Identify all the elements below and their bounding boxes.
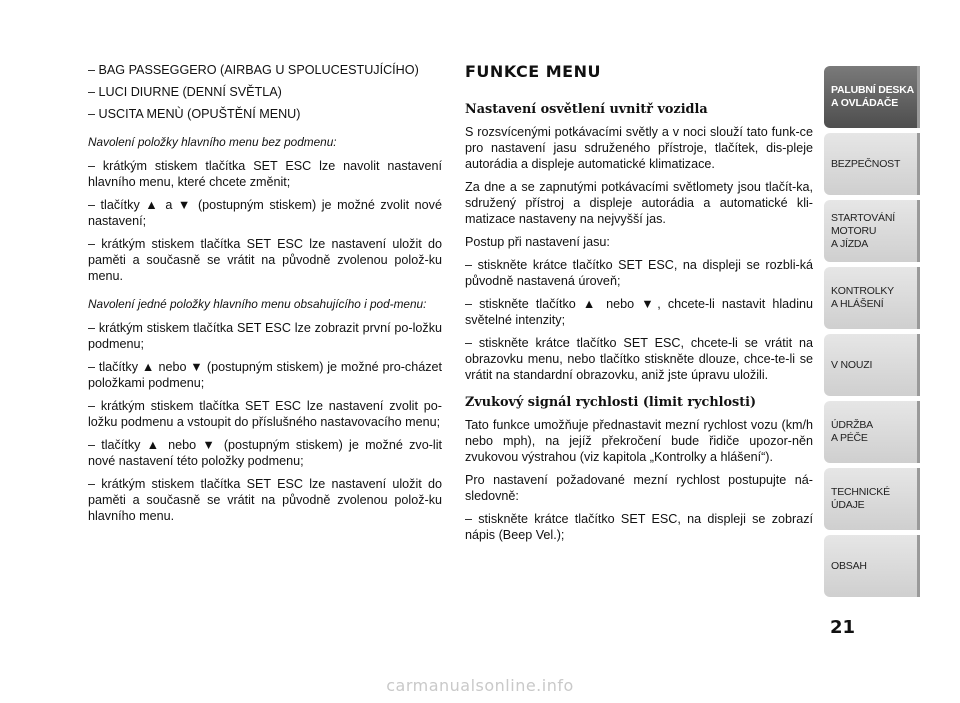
subsection-title: Zvukový signál rychlosti (limit rychlosti)	[465, 395, 757, 410]
instruction-item: – tlačítky ▲ a ▼ (postupným stiskem) je možné zvolit nové nastavení;	[88, 198, 442, 228]
paragraph: – stiskněte tlačítko ▲ nebo ▼, chcete-li nastavit hladinu světelné intenzity;	[465, 297, 813, 327]
paragraph: Tato funkce umožňuje přednastavit mezní rychlost vozu (km/h nebo mph), na jejíž překročení bude řidiče upozor-něn zvukovou výstrahou (viz kapitola „Kontrolky a hlášení“).	[465, 418, 813, 464]
instruction-item: – krátkým stiskem tlačítka SET ESC lze navolit nastavení hlavního menu, které chcete změnit;	[88, 159, 442, 189]
instruction-item: – krátkým stiskem tlačítka SET ESC lze nastavení uložit do paměti a současně se vrátit na původně zvolenou polož-ku hlavního menu.	[88, 477, 442, 523]
menu-item-text: – LUCI DIURNE (DENNÍ SVĚTLA)	[88, 85, 282, 99]
tab-bezpecnost[interactable]: BEZPEČNOST	[824, 133, 920, 195]
page-title: FUNKCE MENU	[465, 62, 601, 81]
tab-technicke-udaje[interactable]: TECHNICKÉ ÚDAJE	[824, 468, 920, 530]
left-column	[88, 62, 442, 531]
instruction-item: – krátkým stiskem tlačítka SET ESC lze nastavení zvolit po-ložku podmenu a vstoupit do příslušného nastavovacího menu;	[88, 399, 442, 429]
menu-item-text: – BAG PASSEGGERO (AIRBAG U SPOLUCESTUJÍCÍHO)	[88, 63, 419, 77]
instruction-item: – krátkým stiskem tlačítka SET ESC lze zobrazit první po-ložku podmenu;	[88, 321, 442, 351]
paragraph: Pro nastavení požadované mezní rychlost postupujte ná-sledovně:	[465, 473, 813, 503]
tab-udrzba[interactable]: ÚDRŽBA A PÉČE	[824, 401, 920, 463]
paragraph: – stiskněte krátce tlačítko SET ESC, chcete-li se vrátit na obrazovku menu, nebo tlačítko stiskněte dlouze, chce-te-li se vrátit na standardní obrazovku, aniž jste úpravu uložili.	[465, 336, 813, 382]
chapter-tabs	[824, 66, 920, 602]
watermark: carmanualsonline.info	[386, 676, 574, 695]
instruction-item: – tlačítky ▲ nebo ▼ (postupným stiskem) je možné pro-cházet položkami podmenu;	[88, 360, 442, 390]
paragraph: Postup při nastavení jasu:	[465, 235, 610, 249]
tab-v-nouzi[interactable]: V NOUZI	[824, 334, 920, 396]
instruction-item: – krátkým stiskem tlačítka SET ESC lze nastavení uložit do paměti a současně se vrátit na původně zvolenou polož-ku menu.	[88, 237, 442, 283]
tab-obsah[interactable]: OBSAH	[824, 535, 920, 597]
tab-palubni-deska[interactable]: PALUBNÍ DESKA A OVLÁDAČE	[824, 66, 920, 128]
paragraph: Za dne a se zapnutými potkávacími světlomety jsou tlačít-ka, sdružený přístroj a displeje autorádia a automatické kli-matizace nastaveny na nejvyšší jas.	[465, 180, 813, 226]
section-heading: Navolení jedné položky hlavního menu obsahujícího i pod-menu:	[88, 297, 427, 311]
paragraph: S rozsvícenými potkávacími světly a v noci slouží tato funk-ce pro nastavení jasu sdruženého přístroje, tlačítek, dis-pleje autorádia a displeje automatické klimatizace.	[465, 125, 813, 171]
tab-startovani[interactable]: STARTOVÁNÍ MOTORU A JÍZDA	[824, 200, 920, 262]
menu-item-text: – USCITA MENÙ (OPUŠTĚNÍ MENU)	[88, 107, 301, 121]
page-number: 21	[830, 617, 856, 638]
section-heading: Navolení položky hlavního menu bez podmenu:	[88, 135, 337, 149]
tab-kontrolky[interactable]: KONTROLKY A HLÁŠENÍ	[824, 267, 920, 329]
right-column	[465, 62, 813, 550]
paragraph: – stiskněte krátce tlačítko SET ESC, na displeji se rozbli-ká původně nastavená úroveň;	[465, 258, 813, 288]
subsection-title: Nastavení osvětlení uvnitř vozidla	[465, 102, 708, 117]
paragraph: – stiskněte krátce tlačítko SET ESC, na displeji se zobrazí nápis (Beep Vel.);	[465, 512, 813, 542]
instruction-item: – tlačítky ▲ nebo ▼ (postupným stiskem) je možné zvo-lit nové nastavení této položky podmenu;	[88, 438, 442, 468]
